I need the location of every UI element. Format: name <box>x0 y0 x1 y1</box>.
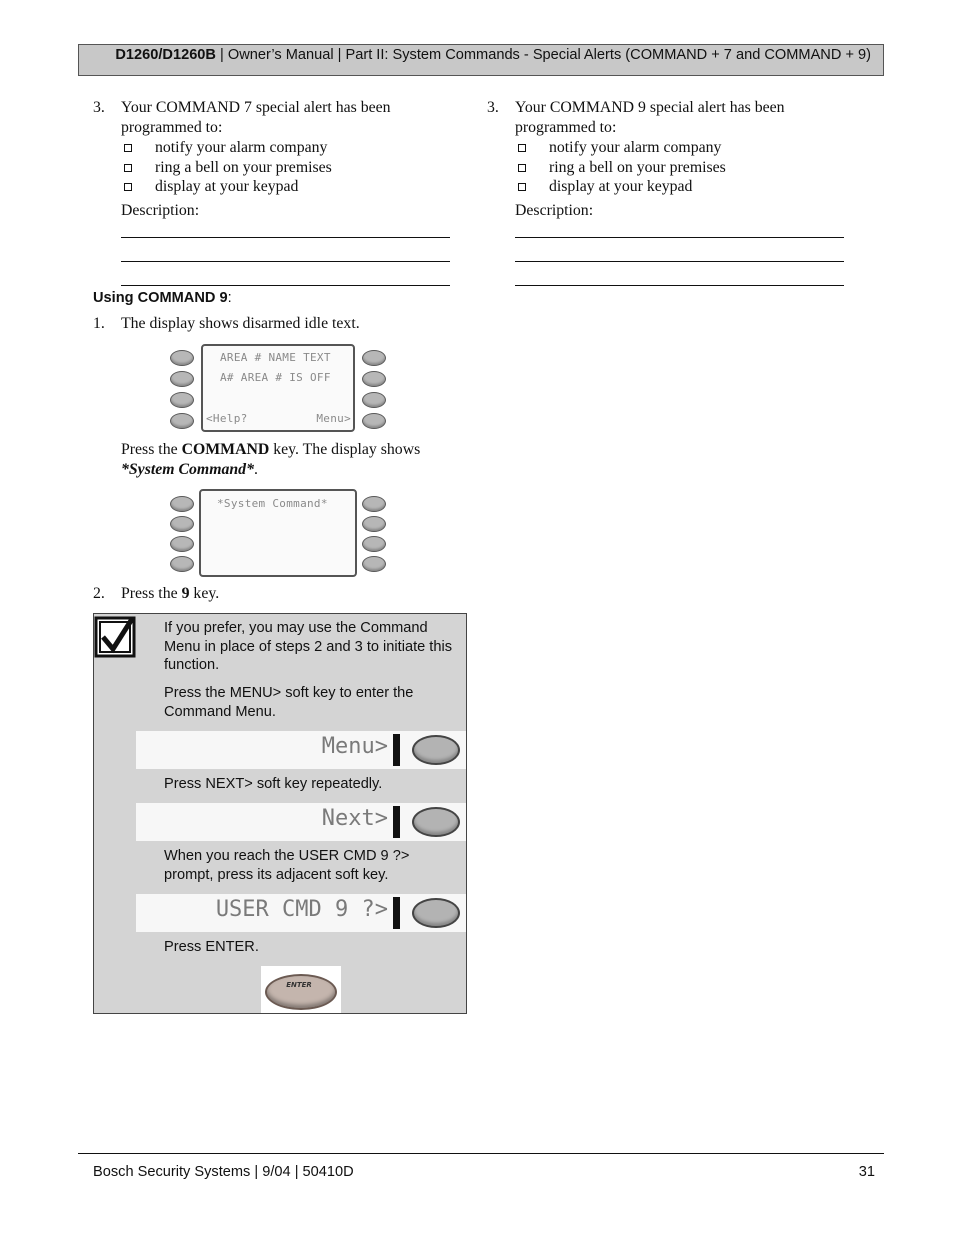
soft-key <box>170 392 194 408</box>
soft-key <box>170 350 194 366</box>
checkbox-icon <box>518 144 526 152</box>
checkbox-icon <box>518 164 526 172</box>
checkbox-icon <box>124 164 132 172</box>
lcd-screen <box>201 344 355 432</box>
softkey-strip-user-cmd <box>136 894 466 932</box>
soft-key <box>362 371 386 387</box>
checkbox-icon <box>94 616 136 663</box>
footer-divider <box>78 1153 884 1154</box>
softkey-label: USER CMD 9 ?> <box>215 897 388 922</box>
soft-key-icon <box>412 807 460 837</box>
lcd-line: *System Command* <box>217 497 328 510</box>
list-item: ring a bell on your premises <box>121 158 453 178</box>
note-text: Press NEXT> soft key repeatedly. <box>164 776 383 792</box>
note-text: If you prefer, you may use the Command Menu in place of steps 2 and 3 to initiate this function. <box>164 620 452 673</box>
softkey-strip-next <box>136 803 466 841</box>
step-text: The display shows disarmed idle text. <box>121 315 360 332</box>
blank-line <box>121 220 450 238</box>
list-item: ring a bell on your premises <box>515 158 847 178</box>
soft-key <box>362 556 386 572</box>
soft-key <box>362 392 386 408</box>
checkbox-icon <box>518 183 526 191</box>
enter-key-icon <box>261 966 341 1013</box>
item-number: 3. <box>487 99 499 116</box>
soft-key <box>362 350 386 366</box>
cursor-bar <box>393 897 400 929</box>
header-title: | Owner’s Manual | Part II: System Commands - Special Alerts (COMMAND + 7 and COMMAND + 9) <box>215 47 871 63</box>
description-label: Description: <box>121 201 200 219</box>
soft-key <box>362 516 386 532</box>
soft-key-icon <box>412 735 460 765</box>
blank-line <box>515 238 844 262</box>
alert-options-list <box>121 138 453 197</box>
alert-intro: Your COMMAND 9 special alert has been programmed to: <box>515 99 785 136</box>
step-number: 2. <box>93 585 105 602</box>
command7-alert-section <box>93 98 453 286</box>
soft-key <box>362 413 386 429</box>
list-item: display at your keypad <box>121 177 453 197</box>
header-model: D1260/D1260B <box>115 47 216 63</box>
note-box <box>93 613 467 1014</box>
note-text: Press ENTER. <box>164 939 259 955</box>
lcd-screen <box>199 489 357 577</box>
softkey-strip-menu <box>136 731 466 769</box>
blank-line <box>121 238 450 262</box>
soft-key <box>362 496 386 512</box>
press-command-text: Press the COMMAND key. The display shows *System Command*. <box>121 441 421 478</box>
blank-line <box>515 262 844 286</box>
soft-key <box>170 516 194 532</box>
section-heading: Using COMMAND 9: <box>93 290 232 306</box>
soft-key <box>170 413 194 429</box>
page-number: 31 <box>858 1164 875 1180</box>
blank-line <box>515 220 844 238</box>
cursor-bar <box>393 806 400 838</box>
command9-alert-section <box>487 98 847 286</box>
checkbox-icon <box>124 183 132 191</box>
softkey-label: Menu> <box>321 734 388 759</box>
header-text <box>81 46 871 64</box>
keypad-display-system-command <box>165 487 391 579</box>
soft-key <box>170 536 194 552</box>
alert-intro: Your COMMAND 7 special alert has been programmed to: <box>121 99 391 136</box>
lcd-line: <Help? <box>206 412 248 425</box>
page-header <box>78 44 884 76</box>
cursor-bar <box>393 734 400 766</box>
keypad-display-idle <box>165 341 391 433</box>
lcd-line: Menu> <box>316 412 351 425</box>
note-text: When you reach the USER CMD 9 ?> prompt, press its adjacent soft key. <box>164 848 410 883</box>
softkey-label: Next> <box>321 806 388 831</box>
lcd-line: A# AREA # IS OFF <box>220 371 331 384</box>
soft-key <box>170 371 194 387</box>
description-label: Description: <box>515 201 594 219</box>
blank-line <box>121 262 450 286</box>
step-2 <box>93 584 463 604</box>
enter-key-label: ENTER <box>286 981 312 989</box>
step-number: 1. <box>93 315 105 332</box>
list-item: notify your alarm company <box>515 138 847 158</box>
note-text: Press the MENU> soft key to enter the Command Menu. <box>164 685 414 720</box>
soft-key <box>170 496 194 512</box>
item-number: 3. <box>93 99 105 116</box>
list-item: display at your keypad <box>515 177 847 197</box>
soft-key-icon <box>412 898 460 928</box>
soft-key <box>170 556 194 572</box>
alert-options-list <box>515 138 847 197</box>
step-text: Press the 9 key. <box>121 585 220 602</box>
soft-key <box>362 536 386 552</box>
list-item: notify your alarm company <box>121 138 453 158</box>
step-1 <box>93 314 463 334</box>
footer-info: Bosch Security Systems | 9/04 | 50410D <box>93 1164 354 1180</box>
lcd-line: AREA # NAME TEXT <box>220 351 331 364</box>
checkbox-icon <box>124 144 132 152</box>
